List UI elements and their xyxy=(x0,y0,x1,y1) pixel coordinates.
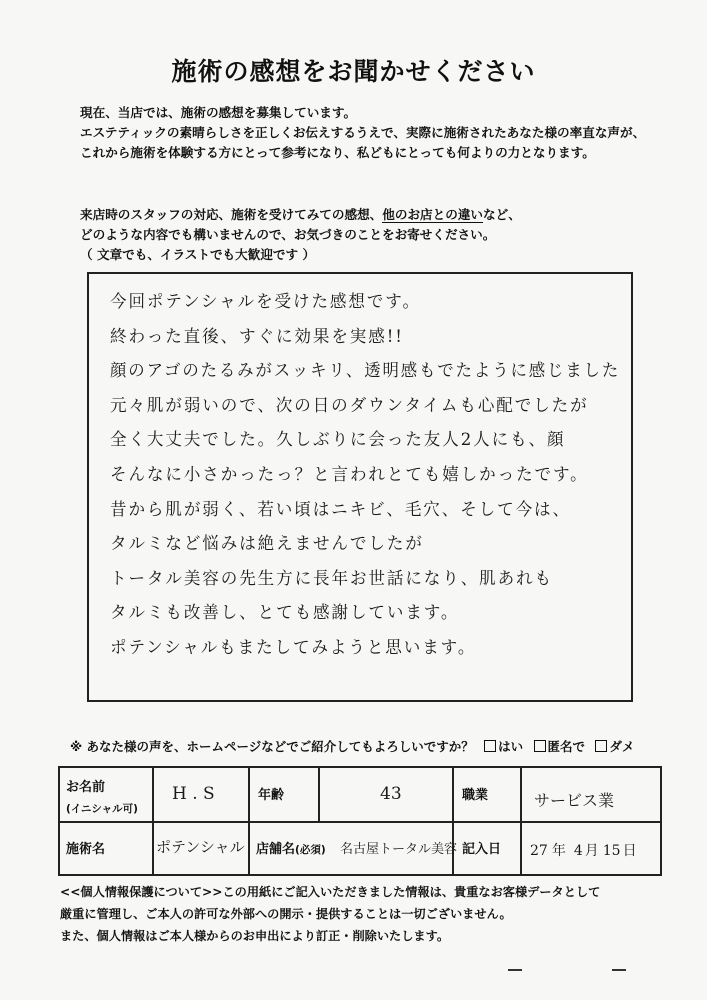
table-divider xyxy=(520,768,522,874)
checkbox-label-no: ダメ xyxy=(609,739,635,754)
comment-line: トータル美容の先生方に長年お世話になり、肌あれも xyxy=(110,568,554,589)
privacy-line: 厳重に管理し、ご本人の許可な外部への開示・提供することは一切ございません。 xyxy=(60,907,512,921)
checkbox-anonymous[interactable] xyxy=(534,737,586,755)
intro-text-a: 来店時のスタッフの対応、施術を受けてみての感想、 xyxy=(80,207,383,222)
store-required: (必須) xyxy=(295,844,326,856)
date-year-unit: 年 xyxy=(551,843,566,859)
checkbox-no[interactable] xyxy=(595,737,634,755)
handwritten-comment xyxy=(110,285,640,666)
date-field[interactable] xyxy=(530,840,637,860)
info-table xyxy=(58,766,662,876)
page-title: 施術の感想をお聞かせください xyxy=(171,57,536,86)
intro-text-c: など、 xyxy=(483,207,521,222)
comment-line: 終わった直後、すぐに効果を実感!! xyxy=(110,326,404,347)
intro-text xyxy=(80,103,680,163)
comment-line: 今回ポテンシャルを受けた感想です。 xyxy=(110,292,421,312)
checkbox-label-anonymous: 匿名で xyxy=(547,739,586,754)
intro-line xyxy=(80,205,680,225)
scan-mark xyxy=(612,969,626,971)
date-day-unit: 日 xyxy=(622,843,637,859)
name-field[interactable]: H . S xyxy=(172,784,215,804)
scan-mark xyxy=(508,969,522,971)
checkbox-label-yes: はい xyxy=(498,739,524,754)
store-label: 店舗名 xyxy=(256,842,296,857)
treatment-label: 施術名 xyxy=(66,842,106,857)
comment-line: 元々肌が弱いので、次の日のダウンタイムも心配でしたが xyxy=(110,395,589,416)
table-divider xyxy=(60,821,660,823)
checkbox-icon xyxy=(484,740,496,752)
date-month-unit: 月 xyxy=(584,843,599,859)
treatment-field[interactable]: ポテンシャル xyxy=(156,838,245,856)
comment-line: そんなに小さかったっ？と言われとても嬉しかったです。 xyxy=(110,464,589,485)
checkbox-icon xyxy=(595,740,607,752)
name-label-cell xyxy=(66,776,138,816)
name-label: お名前 xyxy=(66,780,106,795)
privacy-line: また、個人情報はご本人様からのお申出により訂正・削除いたします。 xyxy=(60,929,450,943)
date-year: 27 xyxy=(530,843,548,859)
privacy-notice xyxy=(60,881,690,947)
name-sublabel: (イニシャル可) xyxy=(66,803,138,815)
comment-line: 顔のアゴのたるみがスッキリ、透明感もでたように感じました xyxy=(110,361,621,382)
comment-line: ポテンシャルもまたしてみようと思います。 xyxy=(110,637,477,658)
job-label: 職業 xyxy=(462,788,489,803)
age-field[interactable]: 43 xyxy=(380,784,402,804)
date-day: 15 xyxy=(602,843,621,859)
date-label: 記入日 xyxy=(462,842,502,857)
table-divider xyxy=(318,768,320,821)
comment-line: タルミなど悩みは絶えませんでしたが xyxy=(110,534,424,555)
privacy-line: <<個人情報保護について>>この用紙にご記入いただきました情報は、貴重なお客様データとして xyxy=(60,885,601,899)
table-divider xyxy=(248,768,250,874)
table-divider xyxy=(152,768,154,874)
checkbox-yes[interactable] xyxy=(484,737,523,755)
comment-line: 昔から肌が弱く、若い頃はニキビ、毛穴、そして今は、 xyxy=(110,499,571,520)
date-month: 4 xyxy=(573,843,583,859)
intro-line: どのような内容でも構いませんので、お気づきのことをお寄せください。 xyxy=(80,227,496,242)
comment-line: タルミも改善し、とても感謝しています。 xyxy=(110,603,460,624)
underlined-phrase: 他のお店との違い xyxy=(382,207,483,222)
age-label: 年齢 xyxy=(258,788,285,803)
intro-line: これから施術を体験する方にとって参考になり、私どもにとっても何よりの力となります。 xyxy=(80,145,595,160)
intro-line: 現在、当店では、施術の感想を募集しています。 xyxy=(80,105,357,120)
intro-line: エステティックの素晴らしさを正しくお伝えするうえで、実際に施術されたあなた様の率直な声が、 xyxy=(80,125,646,140)
publish-question: ※ あなた様の声を、ホームページなどでご紹介してもよろしいですか？ xyxy=(70,739,474,754)
table-divider xyxy=(452,768,454,874)
publish-permission xyxy=(70,737,700,755)
store-label-cell xyxy=(256,838,326,857)
job-field[interactable]: サービス業 xyxy=(534,791,615,810)
intro-request-text xyxy=(80,205,680,265)
store-field[interactable]: 名古屋トータル美容 xyxy=(340,842,458,857)
intro-line: （ 文章でも、イラストでも大歓迎です ） xyxy=(80,247,316,262)
checkbox-icon xyxy=(534,740,546,752)
comment-line: 全く大丈夫でした。久しぶりに会った友人2人にも、顔 xyxy=(110,430,566,451)
